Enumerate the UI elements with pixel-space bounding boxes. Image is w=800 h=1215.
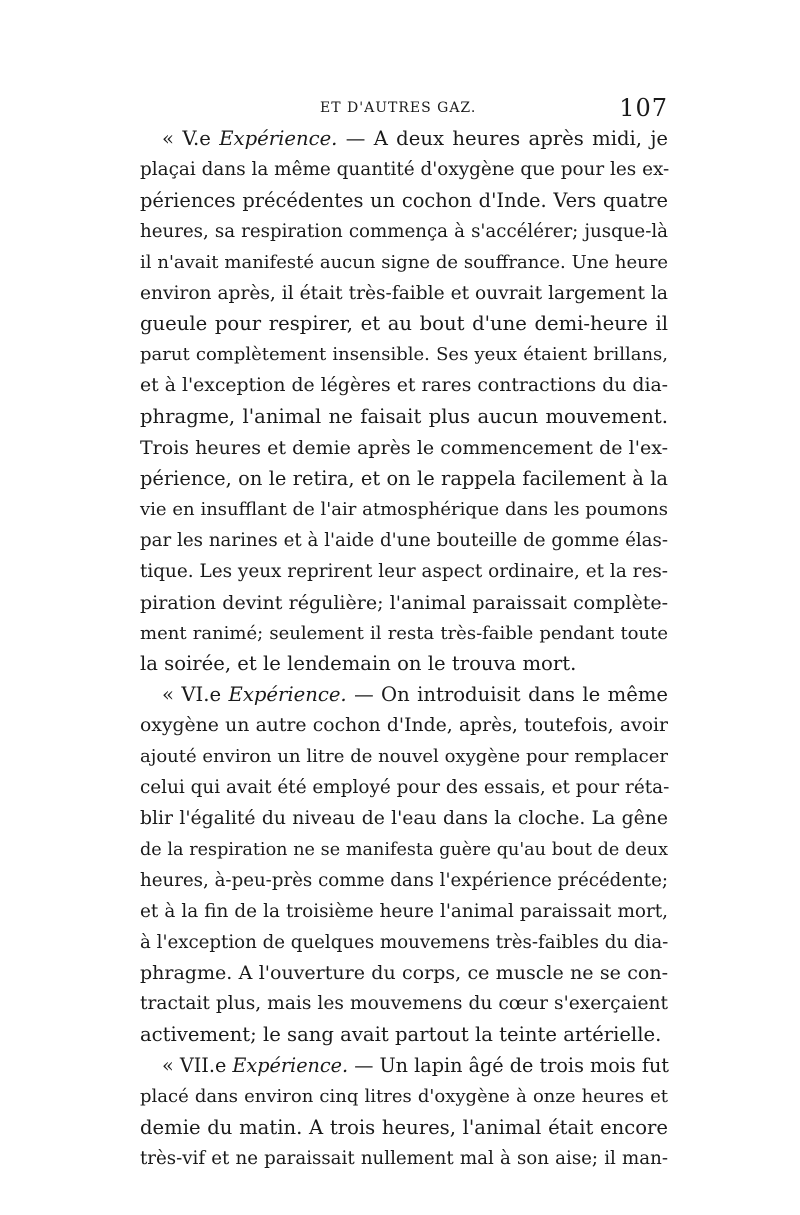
text-line: tique. Les yeux reprirent leur aspect ordinaire, et la res-	[140, 560, 668, 582]
paragraph-experience-6	[140, 680, 668, 1051]
text-line: vie en insufflant de l'air atmosphérique dans les poumons	[140, 498, 668, 520]
text-line: parut complètement insensible. Ses yeux étaient brillans,	[140, 344, 668, 366]
paragraph-first-line	[140, 1051, 668, 1082]
text-line: — Un lapin âgé de trois mois fut	[354, 1054, 670, 1078]
text-line: il n'avait manifesté aucun signe de souffrance. Une heure	[140, 251, 668, 273]
running-head	[140, 94, 668, 124]
text-line: périence, on le retira, et on le rappela facilement à la	[140, 466, 668, 490]
experience-title: Expérience.	[232, 1054, 349, 1078]
text-line: — A deux heures après midi, je	[345, 127, 669, 150]
text-line: la soirée, et le lendemain on le trouva mort.	[140, 652, 577, 676]
paragraph-experience-5	[140, 124, 668, 680]
text-line: plaçai dans la même quantité d'oxygène que pour les ex-	[140, 158, 670, 180]
paragraph-first-line	[140, 680, 668, 711]
text-line: celui qui avait été employé pour des essais, et pour réta-	[140, 777, 670, 799]
text-line: — On introduisit dans le même	[354, 683, 668, 707]
experience-number: « VII.e	[162, 1054, 227, 1078]
text-line: par les narines et à l'aide d'une bouteille de gomme élas-	[140, 529, 668, 551]
text-line: ajouté environ un litre de nouvel oxygène pour remplacer	[140, 746, 668, 768]
text-line: heures, à-peu-près comme dans l'expérience précédente;	[140, 869, 668, 891]
text-line: piration devint régulière; l'animal paraissait complète-	[140, 591, 668, 614]
text-line: très-vif et ne paraissait nullement mal à son aise; il man-	[140, 1147, 668, 1169]
body-text	[140, 124, 668, 1175]
text-line: périences précédentes un cochon d'Inde. Vers quatre	[140, 188, 668, 212]
running-title: ET D'AUTRES GAZ.	[320, 100, 477, 116]
text-line: gueule pour respirer, et au bout d'une demi-heure il	[140, 312, 668, 336]
text-line: Trois heures et demie après le commencement de l'ex-	[140, 437, 668, 460]
text-line: phragme. A l'ouverture du corps, ce muscle ne se con-	[140, 962, 668, 985]
text-line: heures, sa respiration commença à s'accélérer; jusque-là	[140, 220, 668, 242]
text-line: oxygène un autre cochon d'Inde, après, toutefois, avoir	[140, 715, 668, 737]
text-line: environ après, il était très-faible et ouvrait largement la	[140, 282, 668, 304]
text-line: et à l'exception de légères et rares contractions du dia-	[140, 375, 668, 397]
text-line: à l'exception de quelques mouvemens très-faibles du dia-	[140, 931, 669, 953]
experience-number: « V.e	[162, 127, 211, 150]
text-line: ment ranimé; seulement il resta très-faible pendant toute	[140, 622, 668, 644]
paragraph-experience-7	[140, 1051, 668, 1175]
text-line: demie du matin. A trois heures, l'animal était encore	[140, 1116, 668, 1139]
text-line: blir l'égalité du niveau de l'eau dans la cloche. La gêne	[140, 807, 668, 829]
book-page	[140, 94, 668, 1175]
page-number: 107	[619, 94, 668, 122]
text-line: activement; le sang avait partout la teinte artérielle.	[140, 1023, 662, 1047]
text-line: placé dans environ cinq litres d'oxygène à onze heures et	[140, 1086, 668, 1108]
experience-number: « VI.e	[162, 683, 222, 707]
text-line: phragme, l'animal ne faisait plus aucun mouvement.	[140, 405, 668, 429]
text-line: de la respiration ne se manifesta guère qu'au bout de deux	[140, 839, 668, 860]
text-line: tractait plus, mais les mouvemens du cœur s'exerçaient	[140, 993, 668, 1015]
experience-title: Expérience.	[219, 127, 338, 150]
text-line: et à la fin de la troisième heure l'animal paraissait mort,	[140, 900, 668, 922]
paragraph-first-line	[140, 124, 668, 155]
experience-title: Expérience.	[228, 683, 347, 707]
